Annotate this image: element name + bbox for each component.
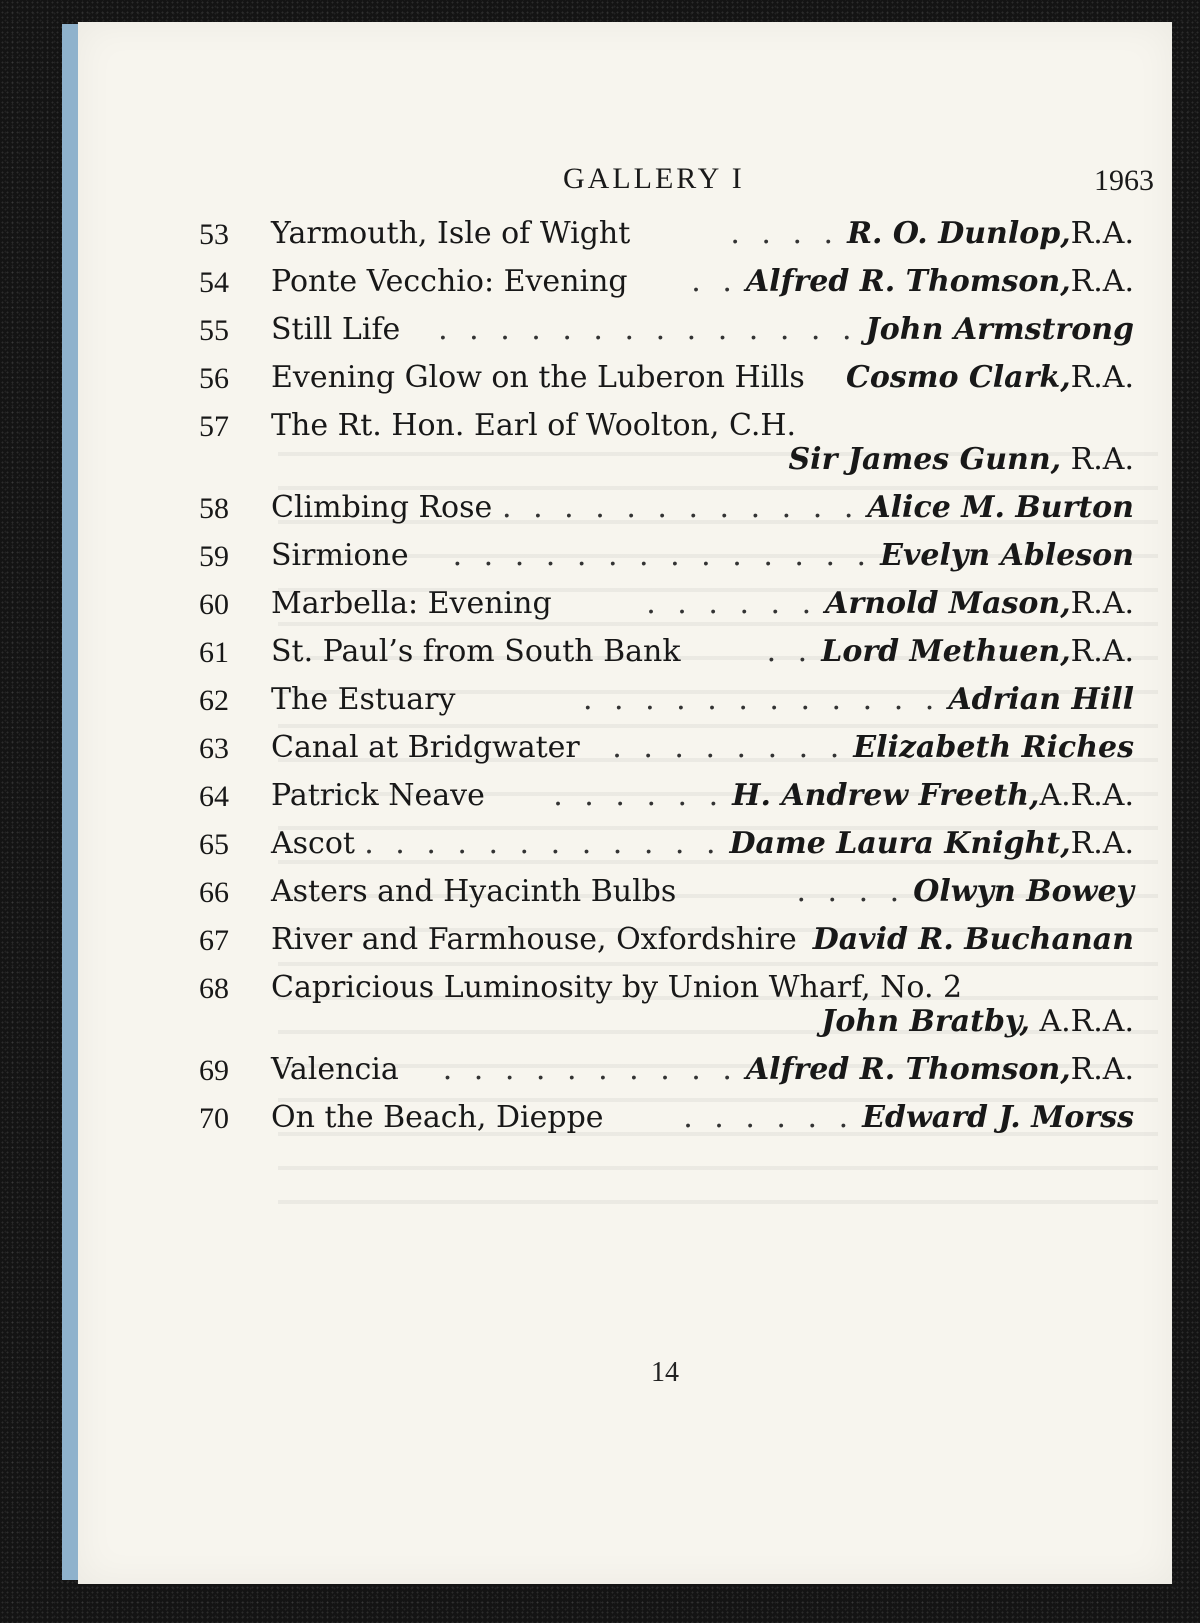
- leader-dots: . . . . . .: [683, 1100, 855, 1135]
- entry-number: 61: [199, 636, 229, 669]
- list-item: [78, 820, 1172, 868]
- catalogue-page: [78, 22, 1172, 1584]
- entry-number: 55: [199, 314, 229, 347]
- artist-name: John Armstrong: [865, 312, 1134, 347]
- work-title: St. Paul’s from South Bank: [271, 634, 681, 669]
- work-title: Patrick Neave: [271, 778, 485, 813]
- list-item: [78, 306, 1172, 354]
- entry-number: 60: [199, 588, 229, 621]
- artist-name: Arnold Mason,: [825, 586, 1071, 621]
- artist-name: Edward J. Morss: [862, 1100, 1134, 1135]
- leader-dots: . . . . . . . . . . . .: [582, 682, 941, 717]
- work-title: Yarmouth, Isle of Wight: [271, 216, 631, 251]
- artist-name: Alice M. Burton: [867, 490, 1134, 525]
- leader-dots: . . . . . . . . . .: [442, 1052, 738, 1087]
- entry-number: 67: [199, 924, 229, 957]
- entry-number: 66: [199, 876, 229, 909]
- artist-name: Alfred R. Thomson,: [745, 264, 1071, 299]
- work-title: Capricious Luminosity by Union Wharf, No. 2: [271, 970, 963, 1005]
- leader-dots: . . . .: [796, 874, 906, 909]
- list-item: [78, 258, 1172, 306]
- entry-number: 56: [199, 362, 229, 395]
- leader-dots: . . . . . . . . . . . .: [364, 826, 722, 861]
- leader-dots: . . . . . .: [646, 586, 818, 621]
- list-item: [78, 964, 1172, 1046]
- work-title: On the Beach, Dieppe: [271, 1100, 604, 1135]
- artist-name: Olwyn Bowey: [913, 874, 1134, 909]
- leader-dots: . .: [691, 264, 738, 299]
- entry-number: 63: [199, 732, 229, 765]
- artist-name: John Bratby,: [821, 1004, 1030, 1039]
- list-item: [78, 916, 1172, 964]
- artist-name: Lord Methuen,: [821, 634, 1071, 669]
- artist-honours: R.A.: [1070, 264, 1134, 299]
- artist-name: R. O. Dunlop,: [847, 216, 1071, 251]
- entry-number: 65: [199, 828, 229, 861]
- artist-name: Alfred R. Thomson,: [745, 1052, 1071, 1087]
- artist-honours: R.A.: [1070, 1052, 1134, 1087]
- list-item: [78, 580, 1172, 628]
- entry-number: 58: [199, 492, 229, 525]
- page-number: 14: [651, 1357, 679, 1388]
- list-item: [78, 402, 1172, 484]
- work-title: Canal at Bridgwater: [271, 730, 580, 765]
- artist-honours: R.A.: [1070, 634, 1134, 669]
- work-title: Still Life: [271, 312, 401, 347]
- leader-dots: . .: [766, 634, 814, 669]
- page-header: [78, 162, 1172, 202]
- entry-number: 69: [199, 1054, 229, 1087]
- artist-honours: R.A.: [1070, 216, 1134, 251]
- artist-honours: A.R.A.: [1029, 1004, 1134, 1039]
- list-item: [78, 1046, 1172, 1094]
- artist-honours: R.A.: [1070, 360, 1134, 395]
- work-title: River and Farmhouse, Oxfordshire: [271, 922, 797, 957]
- work-title: Marbella: Evening: [271, 586, 552, 621]
- artist-name: Adrian Hill: [948, 682, 1134, 717]
- entry-number: 57: [199, 410, 229, 443]
- list-item: [78, 532, 1172, 580]
- artist-name: Elizabeth Riches: [853, 730, 1134, 765]
- entry-list: [78, 210, 1172, 1142]
- work-title: Ponte Vecchio: Evening: [271, 264, 628, 299]
- artist-name: Cosmo Clark,: [845, 360, 1071, 395]
- leader-dots: . . . . . .: [553, 778, 725, 813]
- entry-number: 54: [199, 266, 229, 299]
- leader-dots: . . . . . . . . . . . .: [502, 490, 860, 525]
- work-title: The Estuary: [271, 682, 456, 717]
- leader-dots: . . . . . . . . . . . . . .: [452, 538, 873, 573]
- list-item: [78, 676, 1172, 724]
- entry-number: 59: [199, 540, 229, 573]
- leader-dots: . . . .: [730, 216, 840, 251]
- catalogue-year: 1963: [1094, 164, 1154, 197]
- artist-honours: R.A.: [1061, 442, 1134, 477]
- gallery-title: GALLERY I: [563, 162, 745, 195]
- entry-number: 62: [199, 684, 229, 717]
- artist-name: Dame Laura Knight,: [729, 826, 1071, 861]
- work-title: Valencia: [271, 1052, 399, 1087]
- entry-number: 53: [199, 218, 229, 251]
- artist-honours: R.A.: [1070, 826, 1134, 861]
- artist-name: H. Andrew Freeth,: [732, 778, 1040, 813]
- artist-name: Sir James Gunn,: [788, 442, 1062, 477]
- list-item: [78, 772, 1172, 820]
- list-item: [78, 1094, 1172, 1142]
- leader-dots: . . . . . . . .: [612, 730, 846, 765]
- list-item: [78, 484, 1172, 532]
- artist-name: Evelyn Ableson: [880, 538, 1134, 573]
- work-title: The Rt. Hon. Earl of Woolton, C.H.: [271, 408, 797, 443]
- entry-number: 64: [199, 780, 229, 813]
- work-title: Ascot: [271, 826, 355, 861]
- artist-honours: A.R.A.: [1039, 778, 1134, 813]
- work-title: Climbing Rose: [271, 490, 493, 525]
- list-item: [78, 354, 1172, 402]
- list-item: [78, 210, 1172, 258]
- work-title: Asters and Hyacinth Bulbs: [271, 874, 677, 909]
- work-title: Evening Glow on the Luberon Hills: [271, 360, 805, 395]
- leader-dots: . . . . . . . . . . . . . .: [438, 312, 858, 347]
- work-title: Sirmione: [271, 538, 409, 573]
- artist-name: David R. Buchanan: [812, 922, 1134, 957]
- list-item: [78, 628, 1172, 676]
- entry-number: 70: [199, 1102, 229, 1135]
- list-item: [78, 724, 1172, 772]
- artist-honours: R.A.: [1070, 586, 1134, 621]
- list-item: [78, 868, 1172, 916]
- entry-number: 68: [199, 972, 229, 1005]
